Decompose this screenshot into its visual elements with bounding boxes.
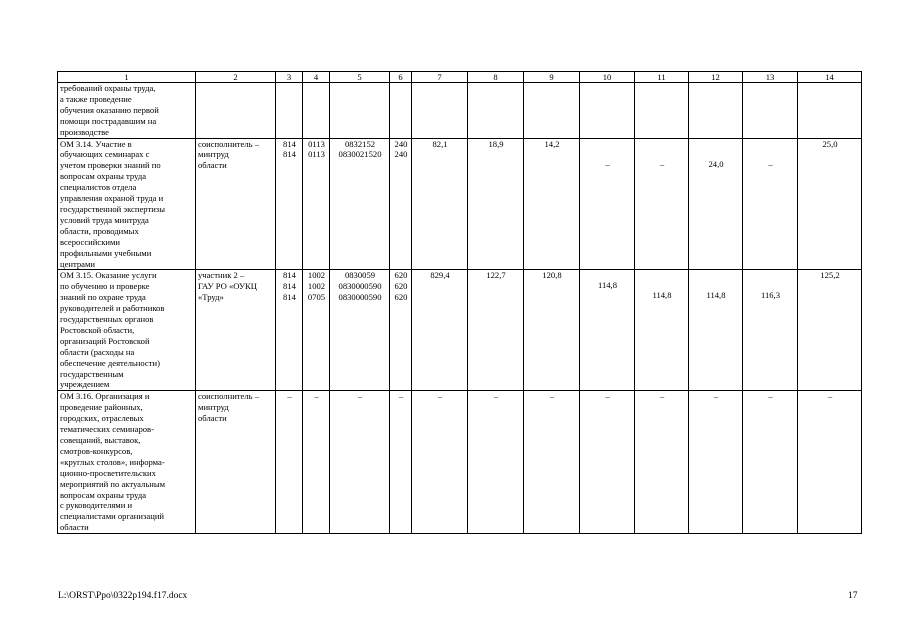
table-cell xyxy=(743,83,798,139)
table-cell-value: 114,8 xyxy=(706,290,726,301)
table-cell: 620 620 620 xyxy=(390,270,412,391)
column-header: 8 xyxy=(468,72,524,83)
column-header: 7 xyxy=(412,72,468,83)
column-header: 1 xyxy=(58,72,196,83)
table-cell: – xyxy=(635,391,689,534)
column-header-row xyxy=(58,72,862,83)
table-row xyxy=(58,270,862,391)
table-row xyxy=(58,83,862,139)
column-header: 3 xyxy=(276,72,303,83)
table-cell-value: 125,2 xyxy=(820,270,840,281)
executor: соисполнитель – минтруд области xyxy=(196,391,276,534)
table-cell-value: 14,2 xyxy=(544,138,560,149)
table-cell-value: – xyxy=(659,158,665,169)
table-cell-value: 18,9 xyxy=(488,138,504,149)
table-cell-value: – xyxy=(605,158,610,169)
table-cell-value: 116,3 xyxy=(760,290,781,301)
table-cell: – xyxy=(412,391,468,534)
page-number: 17 xyxy=(848,591,858,601)
footer-file-path: L:\ORST\Ppo\0322p194.f17.docx xyxy=(58,591,188,601)
executor: участник 2 – ГАУ РО «ОУКЦ «Труд» xyxy=(196,270,276,391)
table-cell: – xyxy=(390,391,412,534)
executor xyxy=(196,83,276,139)
table-cell-value: 25,0 xyxy=(822,138,838,149)
table-cell-value: 122,7 xyxy=(486,270,506,281)
table-cell: 814 814 814 xyxy=(276,270,303,391)
table-cell: – xyxy=(798,391,862,534)
table-cell xyxy=(635,83,689,139)
measure-name: ОМ 3.15. Оказание услуги по обучению и проверке знаний по охране труда руководителей и работников государственных органов Ростовской области, организаций Ростовской области (расходы на обеспечение деятельности) государственным учреждением xyxy=(58,270,196,391)
program-table xyxy=(57,71,862,534)
table-cell xyxy=(390,83,412,139)
table-cell: 1002 1002 0705 xyxy=(303,270,330,391)
table-cell: 0113 0113 xyxy=(303,138,330,270)
column-header: 4 xyxy=(303,72,330,83)
table-cell-value: – xyxy=(768,158,773,169)
column-header: 14 xyxy=(798,72,862,83)
table-cell-value: 120,8 xyxy=(542,270,562,281)
table-cell: – xyxy=(276,391,303,534)
column-header: 5 xyxy=(330,72,390,83)
table-cell xyxy=(303,83,330,139)
table-row xyxy=(58,138,862,270)
column-header: 11 xyxy=(635,72,689,83)
column-header: 10 xyxy=(580,72,635,83)
table-cell: – xyxy=(743,391,798,534)
table-row xyxy=(58,391,862,534)
table-cell xyxy=(524,83,580,139)
table-cell xyxy=(580,83,635,139)
table-cell xyxy=(276,83,303,139)
measure-name: ОМ 3.16. Организация и проведение районных, городских, отраслевых тематических семинаров- совещаний, выставок, смотров-конкурсов, «круглых столов», информа- ционно-просветительских мероприятий по актуальным вопросам охраны труда с руководителями и специалистами организаций области xyxy=(58,391,196,534)
table-cell-value: 24,0 xyxy=(708,158,724,169)
table-cell: – xyxy=(689,391,743,534)
table-cell xyxy=(412,83,468,139)
table-cell: 0830059 0830000590 0830000590 xyxy=(330,270,390,391)
column-header: 2 xyxy=(196,72,276,83)
table-cell: – xyxy=(303,391,330,534)
table-cell: 240 240 xyxy=(390,138,412,270)
table-cell: – xyxy=(468,391,524,534)
table-cell-value: 829,4 xyxy=(430,270,450,281)
table-cell xyxy=(468,83,524,139)
table-cell: 814 814 xyxy=(276,138,303,270)
table-cell-value: 114,8 xyxy=(652,290,672,301)
column-header: 12 xyxy=(689,72,743,83)
measure-name: ОМ 3.14. Участие в обучающих семинарах с учетом проверки знаний по вопросам охраны труда специалистов отдела управления охраной труда и государственной экспертизы условий труда минтруда области, проводимых всероссийскими профильными учебными центрами xyxy=(58,138,196,270)
table-cell xyxy=(798,83,862,139)
table-cell: – xyxy=(330,391,390,534)
table-cell xyxy=(330,83,390,139)
column-header: 13 xyxy=(743,72,798,83)
table-cell-value: 82,1 xyxy=(432,138,448,149)
table-cell: – xyxy=(524,391,580,534)
column-header: 9 xyxy=(524,72,580,83)
table-cell: – xyxy=(580,391,635,534)
table-cell: 0832152 0830021520 xyxy=(330,138,390,270)
column-header: 6 xyxy=(390,72,412,83)
measure-name: требований охраны труда, а также проведение обучения оказанию первой помощи пострадавшим на производстве xyxy=(58,83,196,139)
table-cell-value: 114,8 xyxy=(597,280,618,291)
executor: соисполнитель – минтруд области xyxy=(196,138,276,270)
table-cell xyxy=(689,83,743,139)
